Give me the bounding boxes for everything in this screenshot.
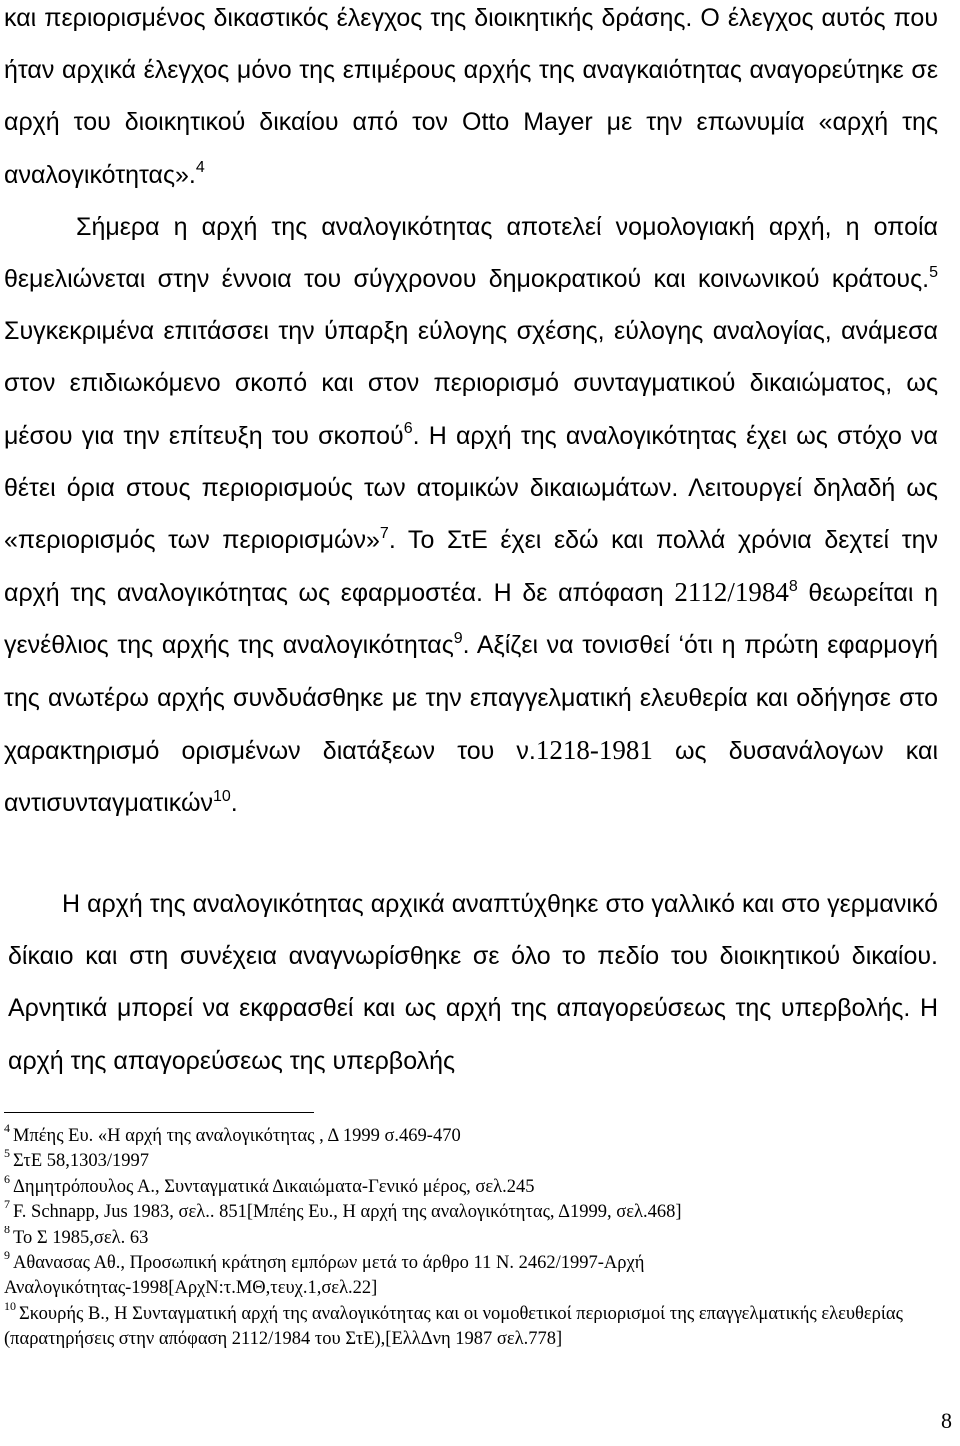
paragraph-1-sentence-5: . Το ΣτΕ έχει εδώ και πολλά χρόνια δεχτεί την αρχή της αναλογικότητας ως εφαρμοστέα. Η δε απόφαση <box>4 526 939 608</box>
footnote-text: ΣτΕ 58,1303/1997 <box>13 1151 150 1172</box>
footnote-text: F. Schnapp, Jus 1983, σελ.. 851[Μπέης Ευ., Η αρχή της αναλογικότητας, Δ1999, σελ.468] <box>13 1202 682 1223</box>
footnote-ref-10: 10 <box>212 787 231 805</box>
footnote-7 <box>4 1200 956 1225</box>
decision-number: 2112/1984 <box>674 577 789 608</box>
paragraph-1-sentence-7: . Αξίζει να τονισθεί ‘ότι η πρώτη εφαρμογή της ανωτέρω αρχής συνδυάσθηκε με την επαγγελματική ελευθερία και οδήγησε στο χαρακτηρισμό ορισμένων διατάξεων του ν. <box>4 631 938 765</box>
paragraph-1-sentence-3: Συγκεκριμένα επιτάσσει την ύπαρξη εύλογης σχέσης, εύλογης αναλογίας, ανάμεσα στον επιδιωκόμενο σκοπό και στον περιορισμό συνταγματικού δικαιώματος, ως μέσου για την επίτευξη του σκοπού <box>4 317 938 450</box>
paragraph-1-sentence-8: ως δυσανάλογων και αντισυνταγματικών <box>4 736 938 818</box>
paragraph-1-sentence-4: . Η αρχή της αναλογικότητας έχει ως στόχο να θέτει όρια στους περιορισμούς των ατομικών δικαιωμάτων. Λειτουργεί δηλαδή ως «περιορισμός των περιορισμών» <box>4 421 938 555</box>
footnote-number: 7 <box>4 1200 10 1212</box>
footnote-separator <box>4 1112 314 1113</box>
footnote-number: 10 <box>4 1301 16 1313</box>
footnotes-section <box>4 1124 956 1353</box>
page-number: 8 <box>941 1408 952 1433</box>
footnote-6 <box>4 1175 956 1200</box>
footnote-5 <box>4 1149 956 1174</box>
footnote-ref-6: 6 <box>403 420 413 438</box>
footnote-number: 4 <box>4 1124 10 1135</box>
paragraph-2-text: Η αρχή της αναλογικότητας αρχικά αναπτύχθηκε στο γαλλικό και στο γερμανικό δίκαιο και στη συνέχεια αναγνωρίσθηκε σε όλο το πεδίο του διοικητικού δικαίου. Αρνητικά μπορεί να εκφρασθεί και ως αρχή της απαγορεύσεως της υπερβολής. Η αρχή της απαγορεύσεως της υπερβολής <box>8 890 938 1075</box>
footnote-ref-4: 4 <box>195 159 205 177</box>
footnote-10 <box>4 1302 956 1353</box>
footnote-text: Μπέης Ευ. «Η αρχή της αναλογικότητας , Δ 1999 σ.469-470 <box>13 1126 461 1146</box>
paragraph-1-sentence-9: . <box>230 789 238 818</box>
footnote-ref-8: 8 <box>788 577 798 595</box>
footnote-9 <box>4 1251 956 1302</box>
footnote-text: Αθανασας Αθ., Προσωπική κράτηση εμπόρων μετά το άρθρο 11 Ν. 2462/1997-Αρχή Αναλογικότητας-1998[ΑρχΝ:τ.ΜΘ,τευχ.1,σελ.22] <box>4 1253 645 1299</box>
body-paragraph-2 <box>8 878 938 1087</box>
footnote-number: 5 <box>4 1149 10 1161</box>
footnote-8 <box>4 1226 956 1251</box>
footnote-ref-9: 9 <box>453 630 463 648</box>
footnote-ref-5: 5 <box>929 263 938 281</box>
footnote-text: Δημητρόπουλος Α., Συνταγματικά Δικαιώματα-Γενικό μέρος, σελ.245 <box>13 1176 535 1197</box>
footnote-number: 8 <box>4 1225 10 1237</box>
paragraph-1-sentence-1: και περιορισμένος δικαστικός έλεγχος της διοικητικής δράσης. Ο έλεγχος αυτός που ήταν αρχικά έλεγχος μόνο της επιμέρους αρχής της αναγκαιότητας αναγορεύτηκε σε αρχή του διοικητικού δικαίου από τον Otto Mayer με την επωνυμία «αρχή της αναλογικότητας». <box>4 4 938 189</box>
paragraph-1-sentence-2: Σήμερα η αρχή της αναλογικότητας αποτελεί νομολογιακή αρχή, η οποία θεμελιώνεται στην έννοια του σύγχρονου δημοκρατικού και κοινωνικού κράτους. <box>4 212 938 294</box>
law-number: 1218-1981 <box>535 734 653 765</box>
paragraph-1-sentence-6: θεωρείται η γενέθλιος της αρχής της αναλογικότητας <box>4 579 938 660</box>
footnote-number: 6 <box>4 1174 10 1186</box>
footnote-text: Το Σ 1985,σελ. 63 <box>13 1227 149 1248</box>
footnote-ref-7: 7 <box>379 524 389 542</box>
body-paragraph-1 <box>4 0 938 829</box>
footnote-text: Σκουρής Β., Η Συνταγματική αρχή της αναλογικότητας και οι νομοθετικοί περιορισμοί της επαγγελματικής ελευθερίας (παρατηρήσεις στην απόφαση 2112/1984 του ΣτΕ),[ΕλλΔνη 1987 σελ.778] <box>4 1303 903 1350</box>
footnote-number: 9 <box>4 1251 10 1262</box>
footnote-4 <box>4 1124 956 1149</box>
